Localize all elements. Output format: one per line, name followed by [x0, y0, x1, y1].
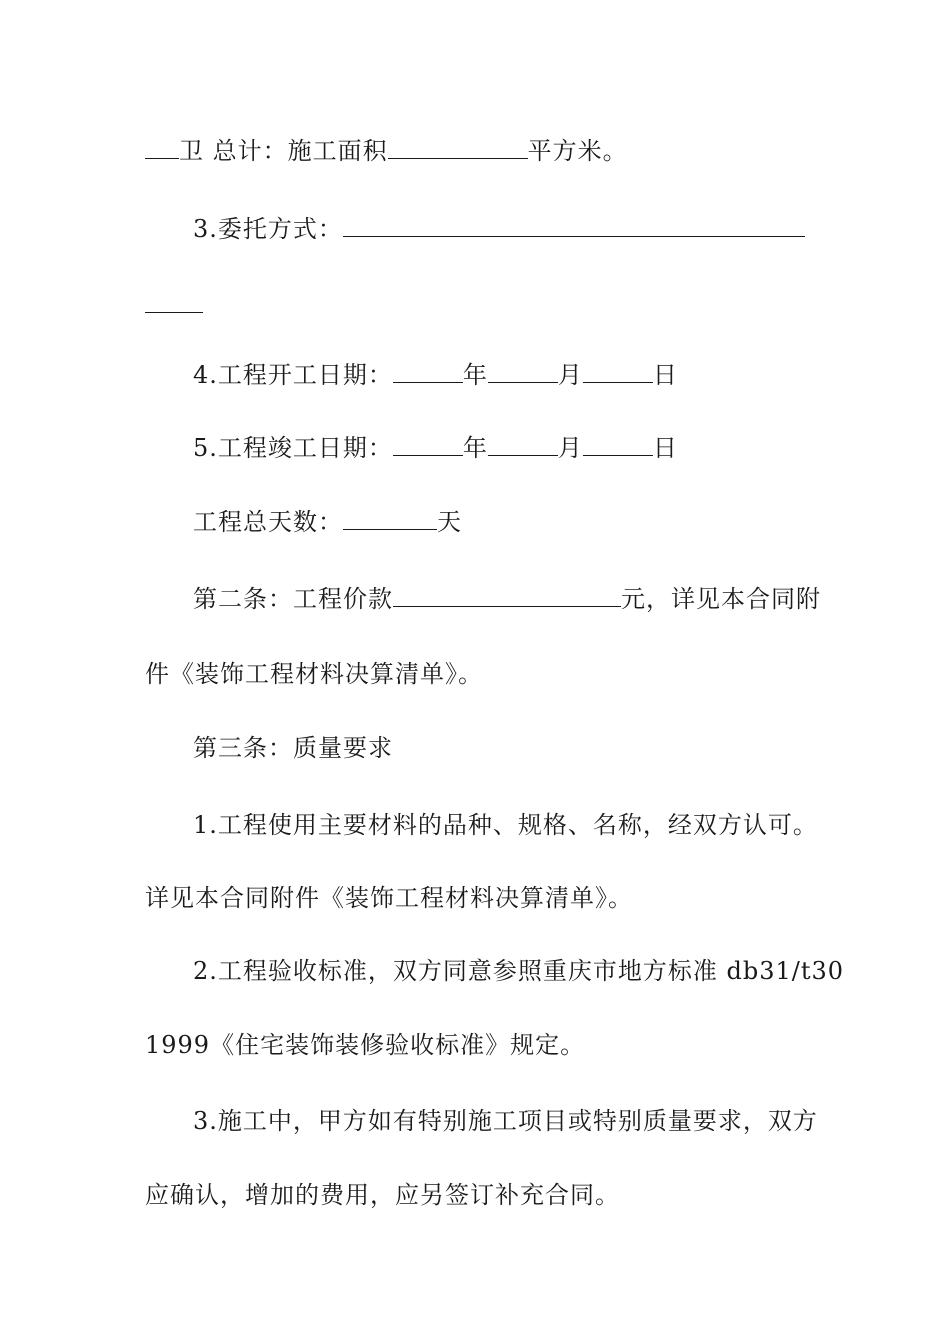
area-blank	[388, 154, 528, 159]
article-two-continuation-text: 件《装饰工程材料决算清单》。	[145, 660, 483, 688]
area-unit: 平方米。	[527, 137, 628, 165]
article-two-continuation	[0, 657, 950, 691]
month-label: 月	[557, 434, 583, 462]
quality-item-2-text: 2.工程验收标准，双方同意参照重庆市地方标准 db31/t30	[193, 957, 845, 985]
day-label: 日	[652, 434, 678, 462]
article-two-label: 第二条：工程价款	[193, 585, 393, 613]
article-three-heading	[0, 731, 950, 765]
start-date-line	[0, 358, 950, 392]
day-label: 日	[652, 361, 678, 389]
month-label: 月	[557, 361, 583, 389]
article-two-tail: 元，详见本合同附	[621, 585, 821, 613]
total-days-label: 工程总天数：	[193, 508, 343, 536]
area-total-label: 卫 总计：施工面积	[179, 137, 388, 165]
commission-method-label: 3.委托方式：	[193, 215, 343, 243]
completion-date-line	[0, 431, 950, 465]
quality-item-3	[0, 1104, 950, 1138]
quality-item-2-continuation	[0, 1028, 950, 1062]
end-year-blank	[393, 451, 463, 456]
quality-item-3-text: 3.施工中，甲方如有特别施工项目或特别质量要求，双方	[193, 1107, 818, 1135]
start-year-blank	[393, 378, 463, 383]
commission-method-blank	[343, 232, 805, 237]
quality-item-1-continuation-text: 详见本合同附件《装饰工程材料决算清单》。	[145, 884, 633, 912]
end-day-blank	[583, 451, 653, 456]
year-label: 年	[462, 434, 488, 462]
quality-item-1	[0, 808, 950, 842]
blank-field	[145, 154, 179, 159]
price-blank	[393, 602, 621, 607]
year-label: 年	[462, 361, 488, 389]
start-month-blank	[488, 378, 558, 383]
quality-item-3-continuation	[0, 1178, 950, 1212]
quality-item-2	[0, 954, 950, 988]
completion-date-label: 5.工程竣工日期：	[193, 434, 393, 462]
end-month-blank	[488, 451, 558, 456]
article-two-line	[0, 582, 950, 616]
total-days-line	[0, 505, 950, 539]
total-days-unit: 天	[437, 508, 462, 536]
area-total-line	[0, 134, 950, 168]
commission-method-line	[0, 212, 950, 246]
article-three-heading-text: 第三条：质量要求	[193, 734, 393, 762]
quality-item-2-continuation-text: 1999《住宅装饰装修验收标准》规定。	[145, 1031, 586, 1059]
commission-method-continuation	[0, 288, 950, 322]
start-day-blank	[583, 378, 653, 383]
total-days-blank	[343, 525, 437, 530]
commission-method-blank-cont	[145, 308, 203, 313]
quality-item-3-continuation-text: 应确认，增加的费用，应另签订补充合同。	[145, 1181, 620, 1209]
quality-item-1-continuation	[0, 881, 950, 915]
quality-item-1-text: 1.工程使用主要材料的品种、规格、名称，经双方认可。	[193, 811, 818, 839]
start-date-label: 4.工程开工日期：	[193, 361, 393, 389]
